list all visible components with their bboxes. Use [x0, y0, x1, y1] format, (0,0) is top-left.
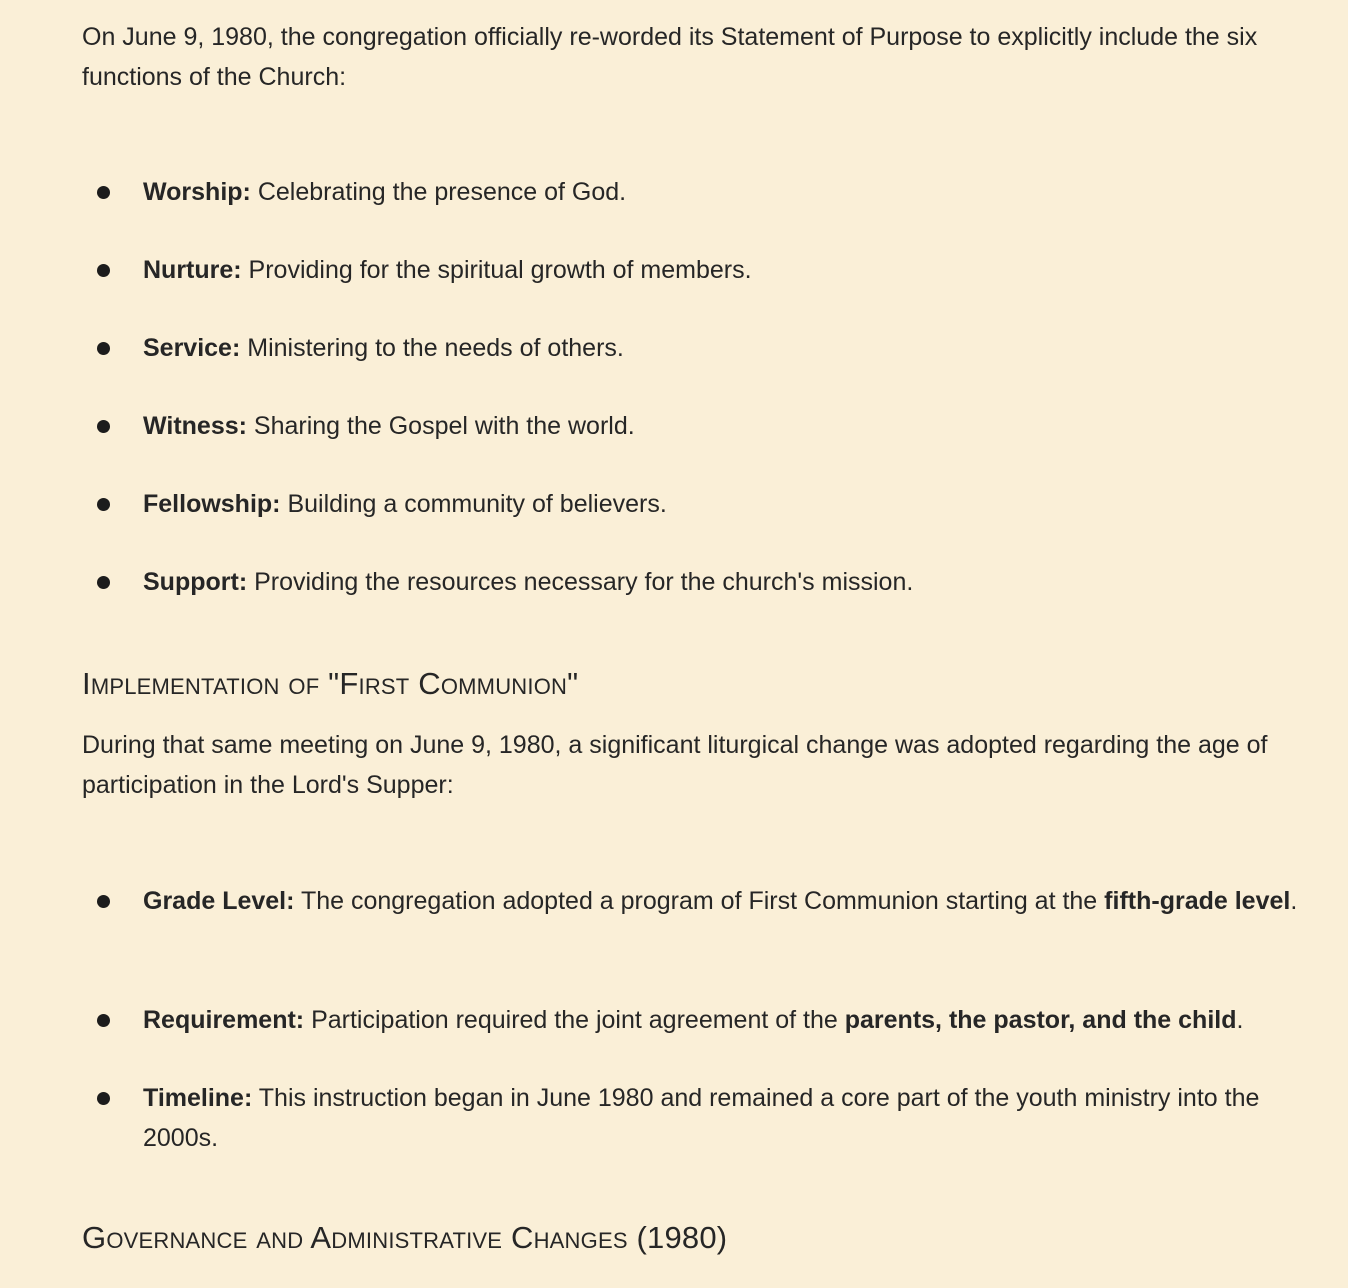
bullet-icon — [97, 342, 110, 355]
communion-list — [0, 881, 1348, 1158]
item-term: Grade Level: — [143, 887, 295, 915]
item-text: Providing the resources necessary for the church's mission. — [247, 568, 914, 596]
item-term: Requirement: — [143, 1006, 305, 1034]
communion-intro: During that same meeting on June 9, 1980, a significant liturgical change was adopted regarding the age of participation in the Lord's Supper: — [82, 731, 1268, 799]
item-tail: . — [1290, 887, 1298, 915]
list-item — [0, 406, 1313, 446]
list-item — [0, 881, 1313, 961]
item-emphasis: parents, the pastor, and the child — [844, 1006, 1237, 1034]
bullet-icon — [97, 576, 110, 589]
list-item — [0, 562, 1313, 602]
bullet-icon — [97, 895, 110, 908]
item-text: Ministering to the needs of others. — [240, 334, 624, 362]
item-text: Participation required the joint agreement of the — [304, 1006, 845, 1034]
bullet-icon — [97, 264, 110, 277]
item-emphasis: fifth-grade level — [1104, 887, 1291, 915]
item-term: Nurture: — [143, 256, 242, 284]
item-text: Sharing the Gospel with the world. — [246, 412, 635, 440]
section-heading-governance: Governance and Administrative Changes (1980) — [82, 1220, 728, 1255]
list-item — [0, 172, 1313, 212]
item-term: Timeline: — [143, 1084, 253, 1112]
statement-intro: On June 9, 1980, the congregation officially re-worded its Statement of Purpose to explicitly include the six functions of the Church: — [82, 23, 1258, 91]
item-term: Fellowship: — [143, 490, 281, 518]
church-functions-list — [0, 172, 1348, 602]
item-term: Worship: — [143, 178, 251, 206]
bullet-icon — [97, 1014, 110, 1027]
list-item — [0, 484, 1313, 524]
bullet-icon — [97, 1092, 110, 1105]
list-item — [0, 328, 1313, 368]
item-text: This instruction began in June 1980 and remained a core part of the youth ministry into the 2000s. — [143, 1084, 1260, 1152]
bullet-icon — [97, 186, 110, 199]
list-item — [0, 1078, 1313, 1158]
item-text: The congregation adopted a program of First Communion starting at the — [294, 887, 1105, 915]
section-heading-first-communion: Implementation of "First Communion" — [82, 666, 579, 701]
bullet-icon — [97, 498, 110, 511]
item-text: Building a community of believers. — [280, 490, 667, 518]
list-item — [0, 1000, 1313, 1040]
item-term: Witness: — [143, 412, 247, 440]
item-term: Support: — [143, 568, 248, 596]
item-tail: . — [1236, 1006, 1244, 1034]
item-text: Providing for the spiritual growth of members. — [241, 256, 752, 284]
item-term: Service: — [143, 334, 241, 362]
bullet-icon — [97, 420, 110, 433]
item-text: Celebrating the presence of God. — [250, 178, 627, 206]
list-item — [0, 250, 1313, 290]
